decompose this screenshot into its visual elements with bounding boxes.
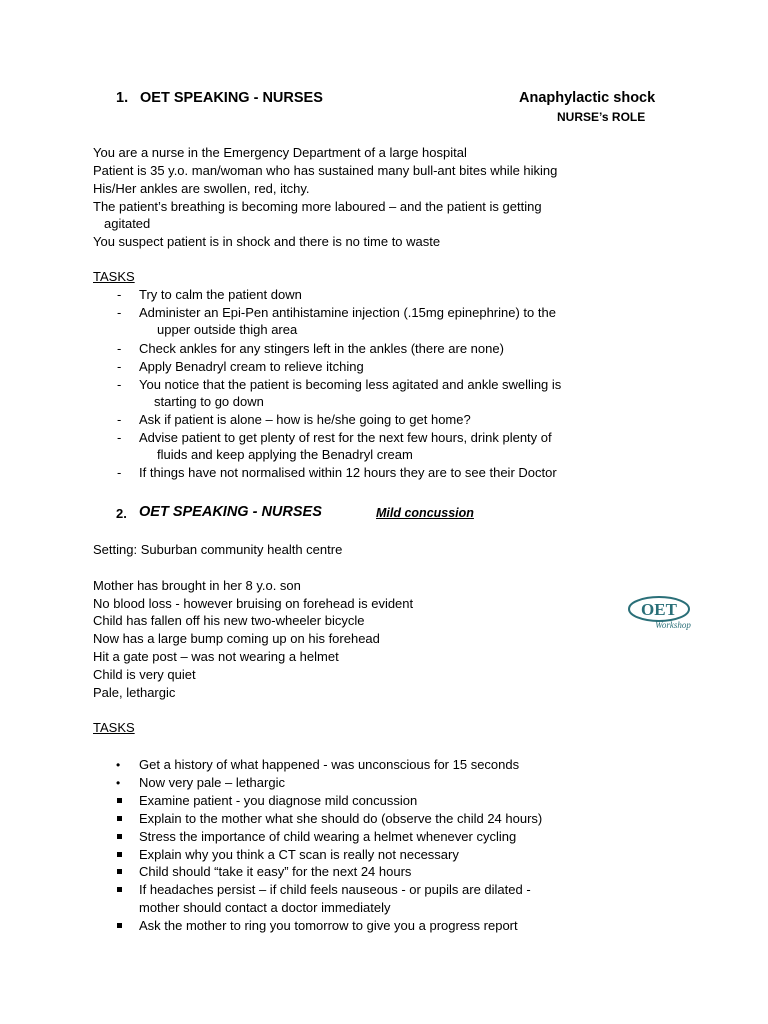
- section1-title: OET SPEAKING - NURSES: [140, 90, 323, 106]
- dash-marker: -: [117, 465, 122, 480]
- square-bullet-icon: [117, 869, 122, 874]
- task-item-continued: starting to go down: [154, 394, 264, 409]
- task-item-continued: upper outside thigh area: [157, 322, 298, 337]
- square-bullet-icon: [117, 923, 122, 928]
- scenario-line: Pale, lethargic: [93, 685, 176, 700]
- square-bullet-icon: [117, 887, 122, 892]
- setting-line: Setting: Suburban community health centre: [93, 542, 343, 557]
- tasks-heading: TASKS: [93, 269, 135, 284]
- task-item: Explain why you think a CT scan is really not necessary: [139, 847, 459, 862]
- dash-marker: -: [117, 359, 122, 374]
- scenario-line: Mother has brought in her 8 y.o. son: [93, 578, 301, 593]
- task-item: Stress the importance of child wearing a helmet whenever cycling: [139, 829, 517, 844]
- task-item: Ask the mother to ring you tomorrow to give you a progress report: [139, 918, 518, 933]
- scenario-line: You suspect patient is in shock and there is no time to waste: [93, 234, 441, 249]
- scenario-line: No blood loss - however bruising on forehead is evident: [93, 596, 414, 611]
- section1-role: NURSE’s ROLE: [557, 110, 646, 124]
- task-item: Administer an Epi-Pen antihistamine injection (.15mg epinephrine) to the: [139, 305, 556, 320]
- square-bullet-icon: [117, 852, 122, 857]
- scenario-line: The patient’s breathing is becoming more laboured – and the patient is getting: [93, 199, 542, 214]
- square-bullet-icon: [117, 816, 122, 821]
- logo-sub-text: Workshop: [655, 620, 691, 630]
- task-item-continued: mother should contact a doctor immediately: [139, 900, 391, 915]
- tasks-heading: TASKS: [93, 720, 135, 735]
- dash-marker: -: [117, 341, 122, 356]
- dash-marker: -: [117, 412, 122, 427]
- dash-marker: -: [117, 305, 122, 320]
- square-bullet-icon: [117, 834, 122, 839]
- dash-marker: -: [117, 377, 122, 392]
- task-item: Try to calm the patient down: [139, 287, 302, 302]
- scenario-line: Child has fallen off his new two-wheeler bicycle: [93, 613, 365, 628]
- section1-topic: Anaphylactic shock: [519, 90, 656, 106]
- task-item: Get a history of what happened - was unconscious for 15 seconds: [139, 757, 520, 772]
- task-item: Child should “take it easy” for the next 24 hours: [139, 864, 412, 879]
- section1-number: 1.: [116, 90, 129, 106]
- bullet-marker: •: [116, 758, 121, 772]
- dash-marker: -: [117, 287, 122, 302]
- task-item: If headaches persist – if child feels nauseous - or pupils are dilated -: [139, 882, 531, 897]
- logo-main-text: OET: [641, 600, 677, 619]
- square-bullet-icon: [117, 798, 122, 803]
- task-item: You notice that the patient is becoming less agitated and ankle swelling is: [139, 377, 562, 392]
- task-item: Explain to the mother what she should do (observe the child 24 hours): [139, 811, 543, 826]
- scenario-line: agitated: [104, 216, 151, 231]
- bullet-marker: •: [116, 776, 121, 790]
- section2-topic: Mild concussion: [376, 506, 474, 520]
- scenario-line: His/Her ankles are swollen, red, itchy.: [93, 181, 310, 196]
- task-item: Ask if patient is alone – how is he/she going to get home?: [139, 412, 471, 427]
- task-item: Check ankles for any stingers left in the ankles (there are none): [139, 341, 504, 356]
- task-item-continued: fluids and keep applying the Benadryl cream: [157, 447, 413, 462]
- oet-workshop-logo: [627, 593, 699, 633]
- task-item: Advise patient to get plenty of rest for the next few hours, drink plenty of: [139, 430, 552, 445]
- task-item: If things have not normalised within 12 hours they are to see their Doctor: [139, 465, 557, 480]
- section2-title: OET SPEAKING - NURSES: [139, 504, 322, 520]
- task-item: Now very pale – lethargic: [139, 775, 285, 790]
- task-item: Examine patient - you diagnose mild concussion: [139, 793, 418, 808]
- section2-number: 2.: [116, 506, 127, 521]
- scenario-line: Now has a large bump coming up on his forehead: [93, 631, 380, 646]
- dash-marker: -: [117, 430, 122, 445]
- scenario-line: Hit a gate post – was not wearing a helmet: [93, 649, 339, 664]
- scenario-line: You are a nurse in the Emergency Department of a large hospital: [93, 145, 467, 160]
- task-item: Apply Benadryl cream to relieve itching: [139, 359, 364, 374]
- scenario-line: Patient is 35 y.o. man/woman who has sustained many bull-ant bites while hiking: [93, 163, 558, 178]
- scenario-line: Child is very quiet: [93, 667, 196, 682]
